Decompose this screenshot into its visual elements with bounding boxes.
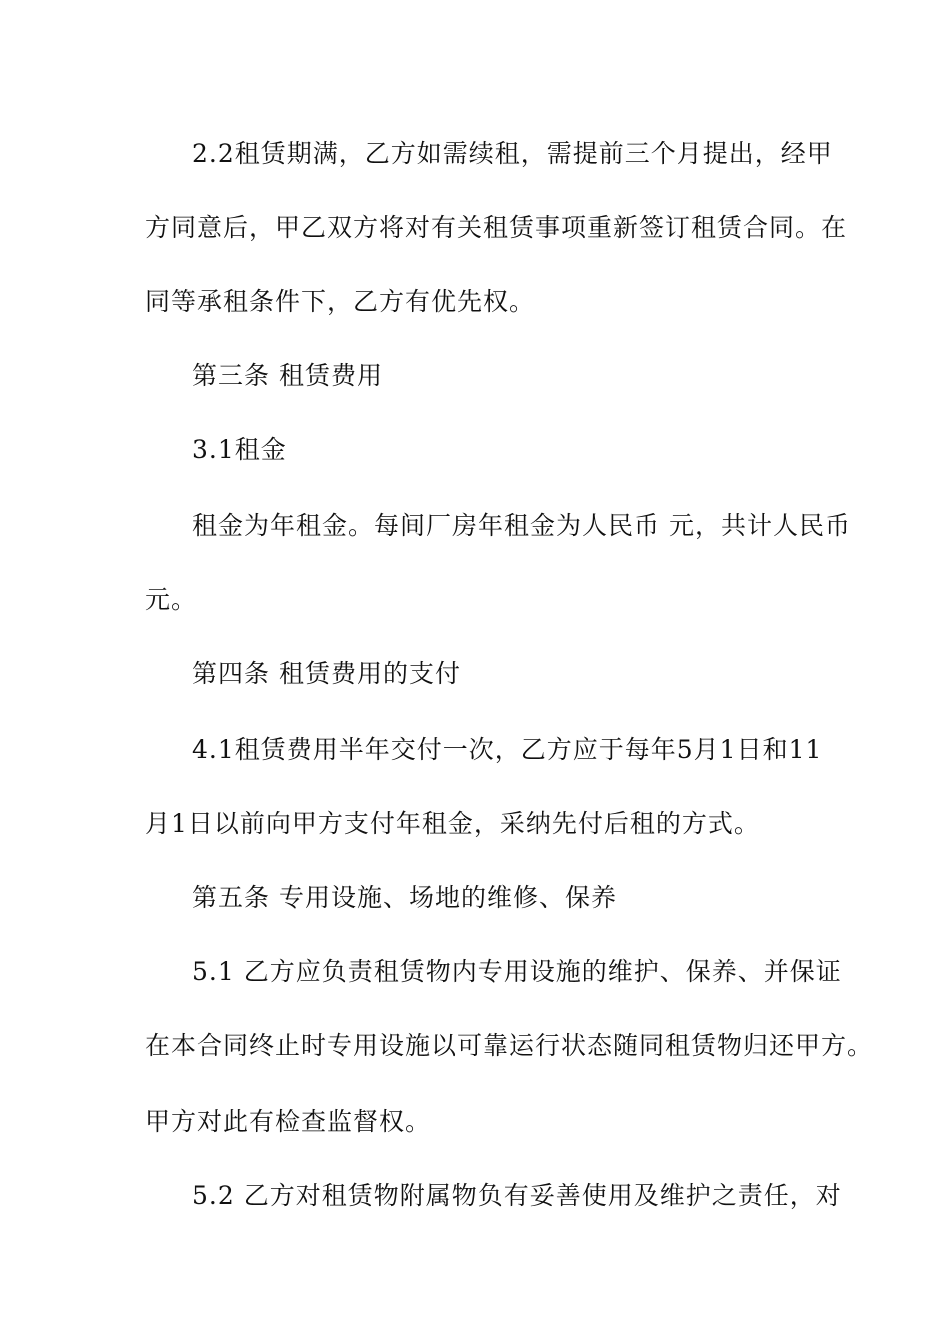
paragraph-line: 2.2租赁期满，乙方如需续租，需提前三个月提出，经甲 [192, 139, 833, 168]
paragraph-line: 同等承租条件下，乙方有优先权。 [145, 287, 536, 316]
subsection-heading: 3.1租金 [192, 435, 287, 464]
section-heading: 第三条 租赁费用 [192, 361, 383, 390]
paragraph-line: 甲方对此有检查监督权。 [145, 1107, 432, 1136]
paragraph-line: 元。 [145, 585, 198, 614]
paragraph-line: 5.1 乙方应负责租赁物内专用设施的维护、保养、并保证 [192, 957, 842, 986]
section-heading: 第五条 专用设施、场地的维修、保养 [192, 883, 617, 912]
paragraph-line: 5.2 乙方对租赁物附属物负有妥善使用及维护之责任，对 [192, 1181, 842, 1210]
paragraph-line: 月1日以前向甲方支付年租金，采纳先付后租的方式。 [145, 809, 760, 838]
paragraph-line: 4.1租赁费用半年交付一次，乙方应于每年5月1日和11 [192, 735, 823, 764]
paragraph-line: 租金为年租金。每间厂房年租金为人民币 元，共计人民币 [192, 511, 851, 540]
section-heading: 第四条 租赁费用的支付 [192, 659, 461, 688]
paragraph-line: 方同意后，甲乙双方将对有关租赁事项重新签订租赁合同。在 [145, 213, 848, 242]
paragraph-line: 在本合同终止时专用设施以可靠运行状态随同租赁物归还甲方。 [145, 1031, 874, 1060]
